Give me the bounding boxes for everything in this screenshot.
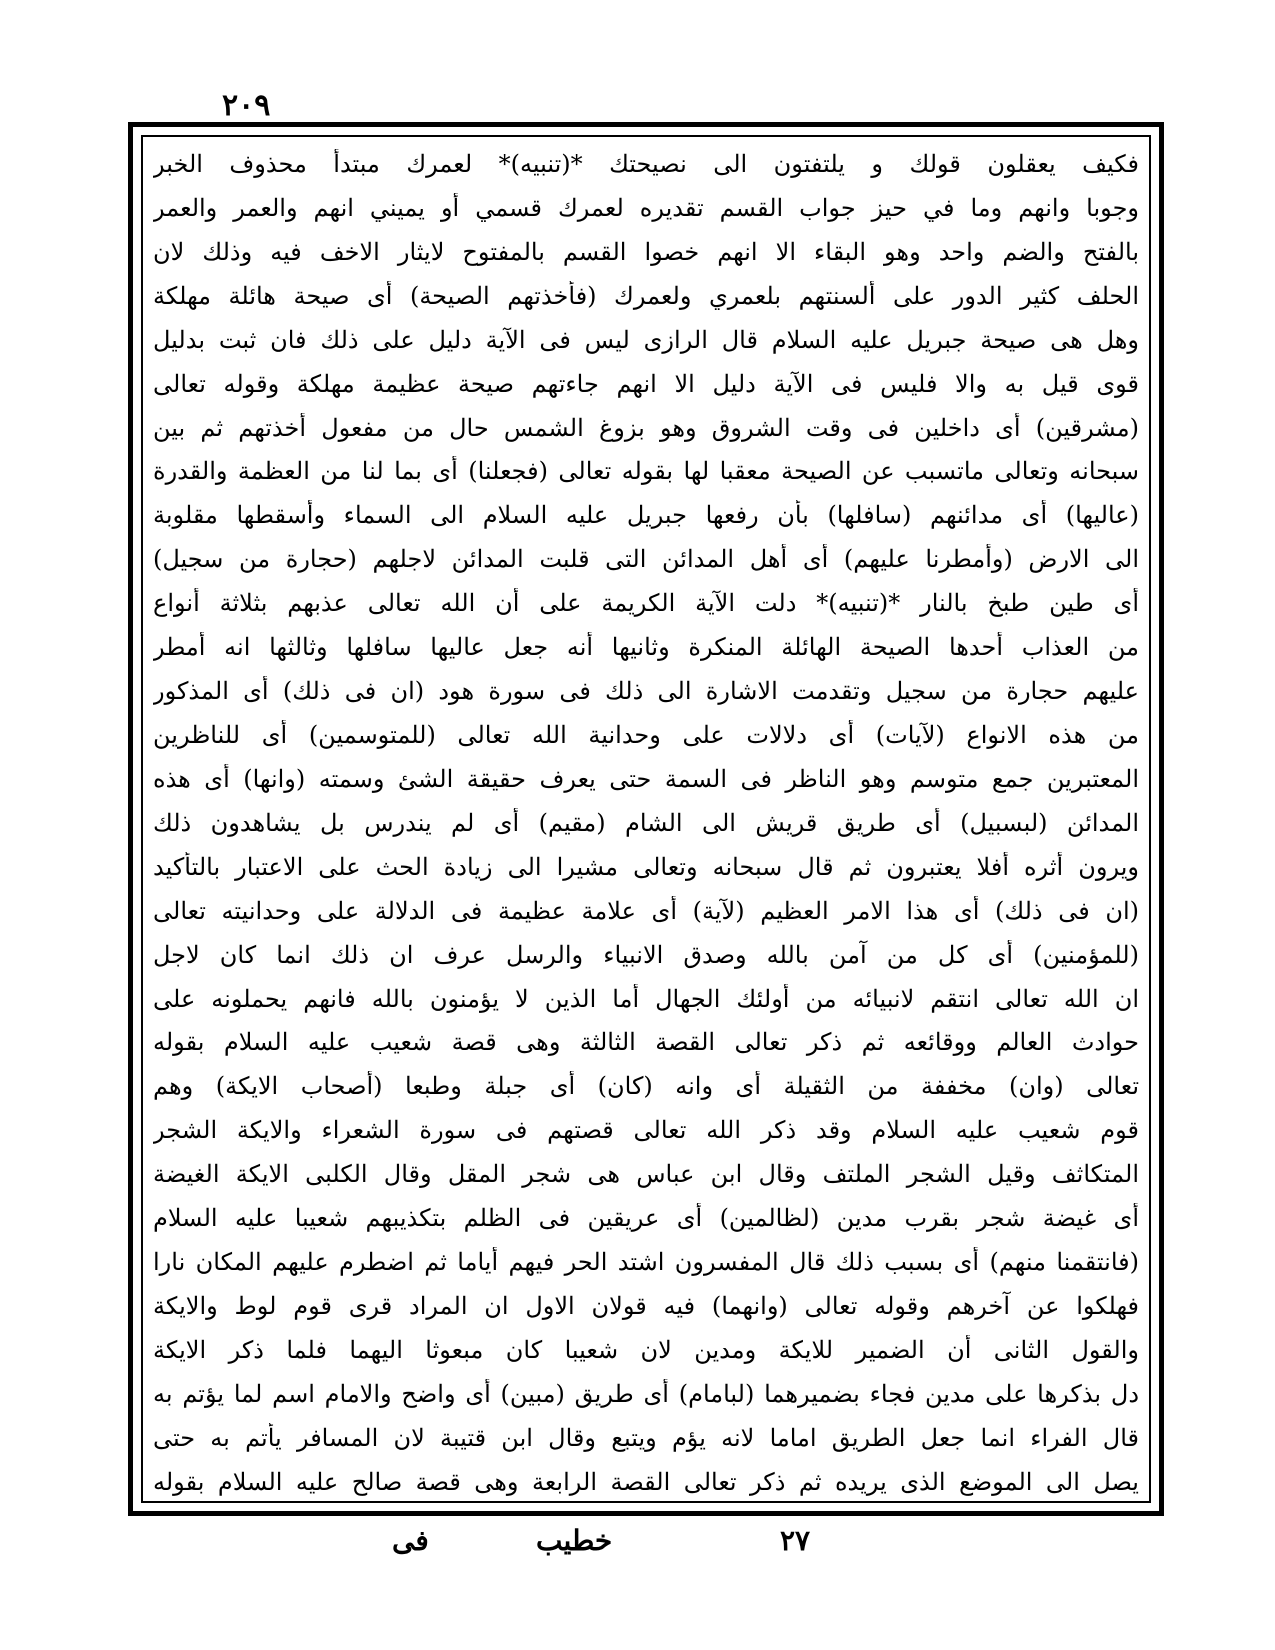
text-line: ويرون أثره أفلا يعتبرون ثم قال سبحانه وتعالى مشيرا الى زيادة الحث على الاعتبار بالتأكيد [153, 852, 1139, 881]
page-frame [128, 122, 1164, 1516]
signature-mark: ٢٧ [780, 1524, 811, 1557]
text-line: المدائن (لبسبيل) أى طريق قريش الى الشام (مقيم) أى لم يندرس بل يشاهدون ذلك [153, 808, 1139, 837]
text-line: (عاليها) أى مدائنهم (سافلها) بأن رفعها جبريل عليه السلام الى السماء وأسقطها مقلوبة [153, 501, 1139, 530]
text-line: والقول الثانى أن الضمير للايكة ومدين لان شعيبا كان مبعوثا اليهما فلما ذكر الايكة [153, 1335, 1139, 1364]
text-line: الى الارض (وأمطرنا عليهم) أى أهل المدائن التى قلبت المدائن لاجلهم (حجارة من سجيل) [153, 545, 1139, 574]
text-line: من هذه الانواع (لآيات) أى دلالات على وحدانية الله تعالى (للمتوسمين) أى للناظرين [153, 720, 1139, 749]
text-line: قوى قيل به والا فليس فى الآية دليل الا انهم جاءتهم صيحة عظيمة مهلكة وقوله تعالى [153, 369, 1139, 398]
text-line: (ان فى ذلك) أى هذا الامر العظيم (لآية) أى علامة عظيمة فى الدلالة على وحدانيته تعالى [153, 896, 1139, 925]
catchword: خطيب [536, 1524, 613, 1557]
text-line: سبحانه وتعالى ماتسبب عن الصيحة معقبا لها بقوله تعالى (فجعلنا) أى بما لنا من العظمة والقدرة [153, 457, 1139, 486]
text-line: قال الفراء انما جعل الطريق اماما لانه يؤم ويتبع وقال ابن قتيبة لان المسافر يأتم به حتى [153, 1423, 1139, 1452]
text-line: فهلكوا عن آخرهم وقوله تعالى (وانهما) فيه قولان الاول ان المراد قرى قوم لوط والايكة [153, 1291, 1139, 1320]
text-line: (مشرقين) أى داخلين فى وقت الشروق وهو بزوغ الشمس حال من مفعول أخذتهم ثم بين [153, 413, 1139, 442]
text-line: المعتبرين جمع متوسم وهو الناظر فى السمة حتى يعرف حقيقة الشئ وسمته (وانها) أى هذه [153, 764, 1139, 793]
text-line: قوم شعيب عليه السلام وقد ذكر الله تعالى قصتهم فى سورة الشعراء والايكة الشجر [153, 1116, 1139, 1145]
text-line: وهل هى صيحة جبريل عليه السلام قال الرازى ليس فى الآية دليل على ذلك فان ثبت بدليل [153, 325, 1139, 354]
page-footer [0, 1524, 1275, 1564]
text-line: (فانتقمنا منهم) أى بسبب ذلك قال المفسرون اشتد الحر فيهم أياما ثم اضطرم عليهم المكان نارا [153, 1248, 1139, 1277]
text-line: أى غيضة شجر بقرب مدين (لظالمين) أى عريقين فى الظلم بتكذيبهم شعيبا عليه السلام [153, 1204, 1139, 1233]
text-line: ان الله تعالى انتقم لانبيائه من أولئك الجهال أما الذين لا يؤمنون بالله فانهم يحملونه على [153, 984, 1139, 1013]
text-line: بالفتح والضم واحد وهو البقاء الا انهم خصوا القسم بالمفتوح لايثار الاخف فيه وذلك لان [153, 237, 1139, 266]
text-line: المتكاثف وقيل الشجر الملتف وقال ابن عباس هى شجر المقل وقال الكلبى الايكة الغيضة [153, 1160, 1139, 1189]
page-number: ٢٠٩ [222, 88, 271, 123]
text-line: من العذاب أحدها الصيحة الهائلة المنكرة وثانيها أنه جعل عاليها سافلها وثالثها انه أمطر [153, 633, 1139, 662]
text-line: دل بذكرها على مدين فجاء بضميرهما (لبامام) أى طريق (مبين) أى واضح والامام اسم لما يؤتم به [153, 1379, 1139, 1408]
text-line: عليهم حجارة من سجيل وتقدمت الاشارة الى ذلك فى سورة هود (ان فى ذلك) أى المذكور [153, 677, 1139, 706]
text-line: الحلف كثير الدور على ألسنتهم بلعمري ولعمرك (فأخذتهم الصيحة) أى صيحة هائلة مهلكة [153, 281, 1139, 310]
text-line: (للمؤمنين) أى كل من آمن بالله وصدق الانبياء والرسل عرف ان ذلك انما كان لاجل [153, 940, 1139, 969]
text-line: يصل الى الموضع الذى يريده ثم ذكر تعالى القصة الرابعة وهى قصة صالح عليه السلام بقوله [153, 1467, 1139, 1496]
text-line: فكيف يعقلون قولك و يلتفتون الى نصيحتك *(تنبيه)* لعمرك مبتدأ محذوف الخبر [153, 150, 1139, 178]
text-line: تعالى (وان) مخففة من الثقيلة أى وانه (كان) أى جبلة وطبعا (أصحاب الايكة) وهم [153, 1072, 1139, 1101]
text-line: أى طين طبخ بالنار *(تنبيه)* دلت الآية الكريمة على أن الله تعالى عذبهم بثلاثة أنواع [153, 589, 1139, 618]
catchword-next: فى [392, 1524, 429, 1557]
text-line: وجوبا وانهم وما في حيز جواب القسم تقديره لعمرك قسمي أو يميني انهم والعمر والعمر [153, 193, 1139, 222]
text-line: حوادث العالم ووقائعه ثم ذكر تعالى القصة الثالثة وهى قصة شعيب عليه السلام بقوله [153, 1028, 1139, 1057]
text-block [153, 149, 1139, 1497]
